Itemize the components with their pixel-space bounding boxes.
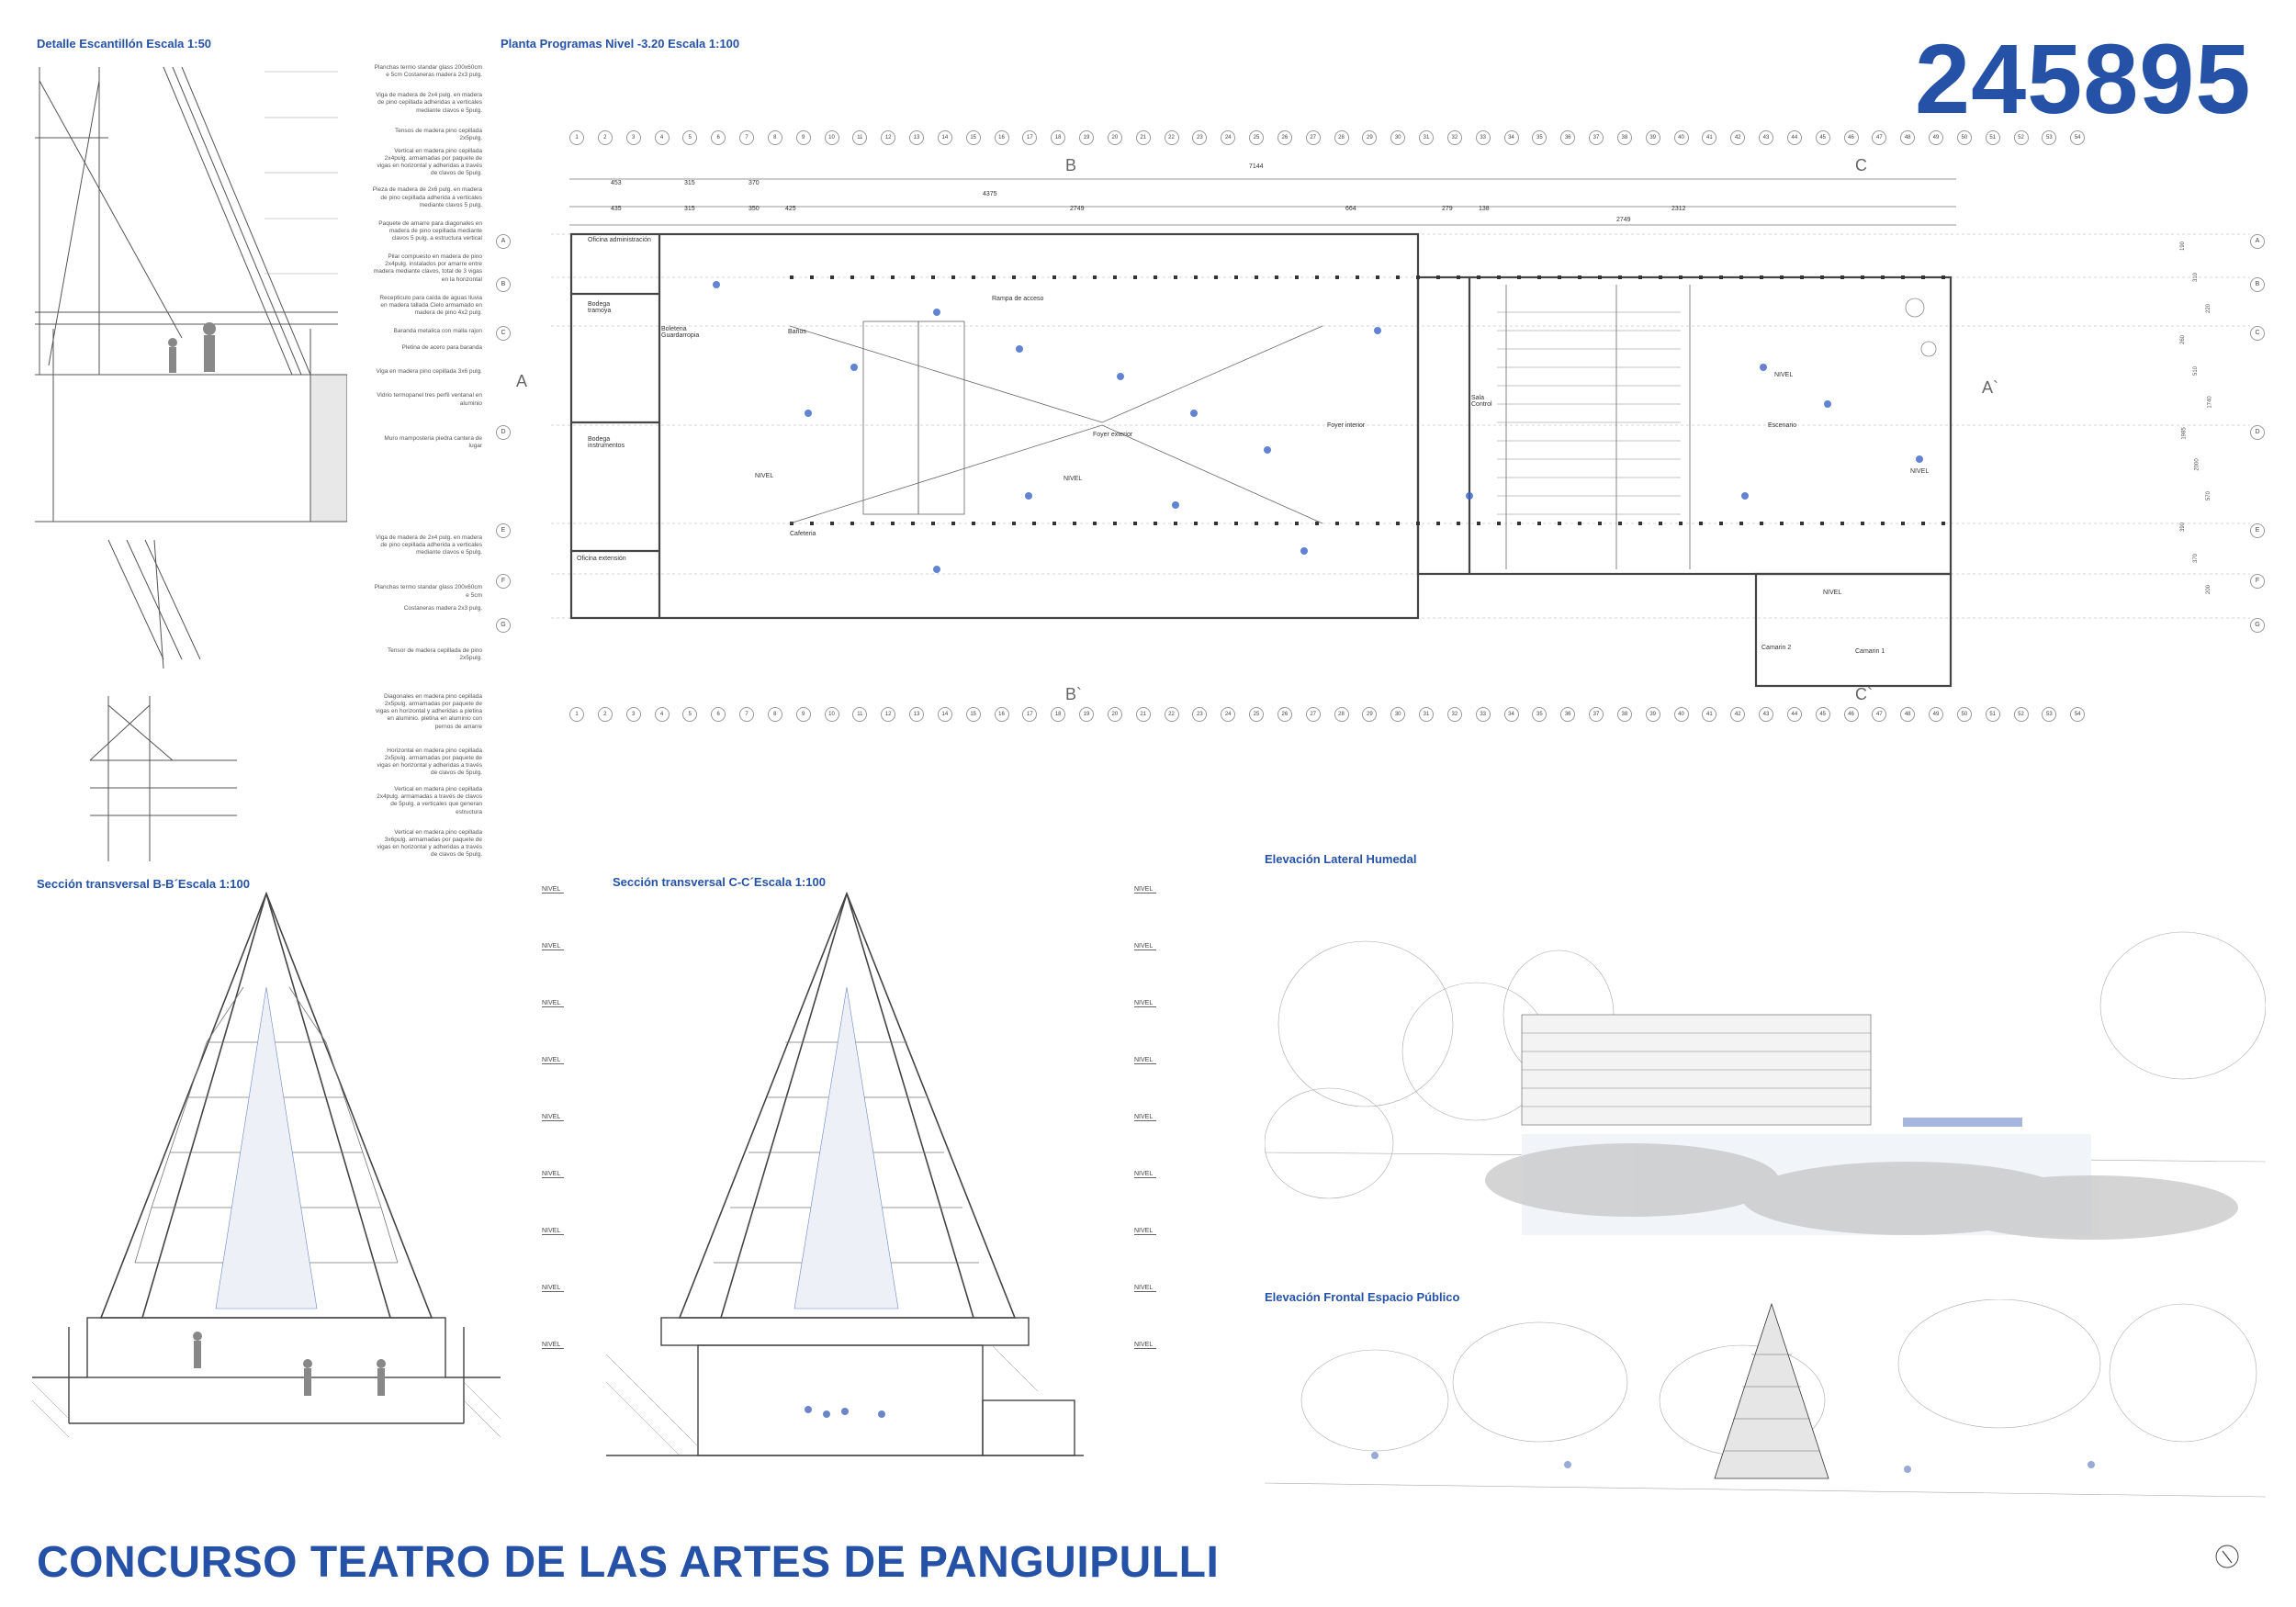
room-bodega-tramoya: Bodega tramoya: [588, 301, 612, 314]
grid-number: 51: [1986, 707, 2000, 722]
grid-number: 33: [1476, 130, 1491, 145]
level-label: NIVEL: [542, 1114, 564, 1121]
room-oficina-extension: Oficina extensión: [577, 556, 626, 562]
plan-title: Planta Programas Nivel -3.20 Escala 1:100: [501, 37, 740, 51]
grid-letters-left: [496, 225, 514, 629]
detail-note: Viga en madera pino cepillada 3x6 pulg.: [376, 368, 482, 376]
room-oficina-admin: Oficina administración: [588, 237, 651, 243]
grid-number: 6: [711, 130, 726, 145]
grid-number: 23: [1192, 707, 1207, 722]
grid-number: 2: [598, 707, 613, 722]
level-label: NIVEL: [542, 1342, 564, 1349]
dim: 2749: [1070, 206, 1085, 212]
grid-number: 39: [1646, 130, 1660, 145]
grid-number: 21: [1136, 130, 1151, 145]
grid-letter: A: [2250, 234, 2265, 249]
dim: 315: [684, 180, 695, 186]
section-cc-levels: [1134, 886, 1162, 1373]
grid-number: 16: [995, 130, 1009, 145]
grid-letter: D: [2250, 425, 2265, 440]
grid-number: 53: [2042, 130, 2056, 145]
section-bb-levels: [542, 886, 569, 1373]
level-label: NIVEL: [542, 1057, 564, 1064]
level-label: NIVEL: [1134, 1114, 1156, 1121]
grid-number: 48: [1900, 130, 1915, 145]
grid-number: 6: [711, 707, 726, 722]
side-dimension: 570: [2206, 490, 2212, 501]
grid-number: 12: [881, 130, 895, 145]
grid-number: 53: [2042, 707, 2056, 722]
grid-number: 52: [2014, 707, 2029, 722]
detail-note: Paquete de amarre para diagonales en madera de pino cepillada mediante clavos 5 pulg. a estructura vertical: [378, 219, 482, 242]
grid-letter: G: [496, 618, 511, 633]
grid-number: 9: [796, 130, 811, 145]
grid-number: 7: [739, 130, 754, 145]
grid-number: 27: [1306, 707, 1321, 722]
grid-number: 30: [1390, 707, 1405, 722]
section-marker-c-prime: C`: [1855, 685, 1873, 703]
grid-number: 7: [739, 707, 754, 722]
side-dimension: 1740: [2207, 396, 2213, 409]
grid-number: 50: [1957, 707, 1972, 722]
room-cafeteria: Cafeteria: [790, 531, 816, 537]
grid-letter: G: [2250, 618, 2265, 633]
detail-note: Planchas termo standar glass 200x60cm e 5cm Costaneras madera 2x3 pulg.: [374, 64, 482, 79]
section-cc-drawing: [606, 886, 1139, 1538]
side-dimension: 220: [2206, 303, 2212, 314]
detail-note: Pletina de acero para baranda: [401, 344, 482, 352]
grid-letter: D: [496, 425, 511, 440]
grid-number: 44: [1787, 130, 1802, 145]
grid-number: 37: [1589, 707, 1604, 722]
level-label: NIVEL: [1134, 1228, 1156, 1235]
grid-number: 43: [1759, 130, 1773, 145]
grid-number: 14: [938, 707, 952, 722]
grid-number: 25: [1249, 130, 1264, 145]
grid-number: 5: [682, 130, 697, 145]
elevation-lateral-title: Elevación Lateral Humedal: [1265, 852, 1417, 866]
side-dimension: 200: [2206, 584, 2212, 595]
grid-number: 1: [569, 130, 584, 145]
grid-number: 24: [1221, 707, 1235, 722]
grid-number: 13: [909, 130, 924, 145]
grid-number: 46: [1844, 707, 1859, 722]
dim: 435: [611, 206, 622, 212]
dim-total: 7144: [1249, 163, 1264, 170]
level-marker: NIVEL: [755, 473, 774, 479]
grid-number: 43: [1759, 707, 1773, 722]
detail-note: Pieza de madera de 2x6 pulg. en madera de pino cepillada adherida a verticales mediante clavos 5 pulg.: [372, 186, 482, 208]
grid-letter: E: [2250, 523, 2265, 538]
grid-number: 50: [1957, 130, 1972, 145]
grid-number: 44: [1787, 707, 1802, 722]
grid-letter: B: [2250, 277, 2265, 292]
room-bodega-instrumentos: Bodega instrumentos: [588, 436, 625, 449]
detail-note: Costaneras madera 2x3 pulg.: [403, 604, 482, 612]
grid-number: 32: [1447, 130, 1462, 145]
grid-number: 33: [1476, 707, 1491, 722]
elevation-frontal-title: Elevación Frontal Espacio Público: [1265, 1290, 1460, 1304]
room-banos: Baños: [788, 329, 806, 335]
detail-note: Baranda metalica con malla rajon: [393, 328, 482, 334]
grid-number: 45: [1816, 707, 1830, 722]
grid-number: 15: [966, 707, 981, 722]
detail-note: Tensor de madera cepillada de pino 2x5pulg.: [388, 646, 482, 661]
detail-note: Recepticulo para caída de aguas lluvia en madera tallada Cielo armamado en madera de pino 4x2 pulg.: [379, 294, 482, 316]
grid-number: 3: [626, 130, 641, 145]
grid-letter: C: [2250, 326, 2265, 341]
grid-number: 34: [1504, 130, 1519, 145]
level-label: NIVEL: [1134, 886, 1156, 893]
section-marker-c: C: [1855, 156, 1867, 174]
grid-number: 18: [1051, 707, 1065, 722]
grid-number: 39: [1646, 707, 1660, 722]
side-dimension: 260: [2180, 334, 2187, 345]
main-title: CONCURSO TEATRO DE LAS ARTES DE PANGUIPULLI: [37, 1538, 1220, 1587]
grid-number: 3: [626, 707, 641, 722]
side-dimension: 510: [2193, 365, 2200, 376]
detail-note: Vertical en madera pino cepillada 2x4pulg. armamadas a través de clavos de 5pulg. a verticales que generan estructura: [377, 786, 482, 815]
level-label: NIVEL: [1134, 1000, 1156, 1007]
grid-number: 38: [1617, 130, 1632, 145]
grid-number: 22: [1165, 130, 1179, 145]
grid-number: 17: [1022, 130, 1037, 145]
level-label: NIVEL: [542, 1000, 564, 1007]
room-camarin-1: Camarin 1: [1855, 648, 1885, 655]
grid-number: 26: [1277, 707, 1292, 722]
detail-note: Pilar compuesto en madera de pino 2x4pulg. instalados por amarre entre madera mediante clavos, total de 3 vigas en la horizontal: [373, 253, 482, 283]
grid-number: 34: [1504, 707, 1519, 722]
grid-number: 38: [1617, 707, 1632, 722]
grid-number: 8: [768, 130, 782, 145]
grid-letter: E: [496, 523, 511, 538]
level-label: NIVEL: [1134, 1342, 1156, 1349]
grid-number: 35: [1532, 130, 1547, 145]
detail-note: Diagonales en madera pino cepillada 2x5pulg. armamadas por paquete de vigas en horizontal y adheridas a pletina en aluminio. pletina en aluminio con pernos de amarre: [376, 693, 482, 730]
grid-number: 54: [2070, 130, 2085, 145]
side-dimension: 190: [2180, 241, 2187, 252]
grid-number: 29: [1362, 707, 1377, 722]
detail-note: Vidrio termopanel tres perfil ventanal en aluminio: [377, 392, 482, 407]
grid-number: 11: [852, 707, 867, 722]
grid-number: 16: [995, 707, 1009, 722]
detail-note: Horizontal en madera pino cepillada 2x5pulg. armamadas por paquete de vigas en horizontal y adheridas a través de clavos de 5pulg.: [377, 747, 482, 776]
detail-note: Muro mamposteria piedra cantera de lugar: [384, 434, 482, 449]
grid-letter: F: [496, 574, 511, 589]
grid-number: 49: [1929, 130, 1943, 145]
grid-number: 35: [1532, 707, 1547, 722]
grid-number: 11: [852, 130, 867, 145]
grid-number: 46: [1844, 130, 1859, 145]
grid-number: 42: [1730, 130, 1745, 145]
grid-number: 26: [1277, 130, 1292, 145]
grid-number: 31: [1419, 130, 1434, 145]
grid-number: 27: [1306, 130, 1321, 145]
elevation-lateral-drawing: [1265, 868, 2266, 1253]
dim: 2312: [1671, 206, 1686, 212]
level-label: NIVEL: [542, 943, 564, 950]
detail-notes-upper: [372, 64, 482, 450]
grid-number: 17: [1022, 707, 1037, 722]
level-marker: NIVEL: [1910, 468, 1930, 475]
dim: 315: [684, 206, 695, 212]
level-label: NIVEL: [542, 886, 564, 893]
grid-number: 32: [1447, 707, 1462, 722]
grid-number: 31: [1419, 707, 1434, 722]
grid-letter: A: [496, 234, 511, 249]
detail-note: Tensos de madera pino cepillada 2x5pulg.: [394, 127, 482, 141]
grid-axis-top: [569, 130, 2099, 147]
grid-number: 54: [2070, 707, 2085, 722]
grid-number: 45: [1816, 130, 1830, 145]
grid-number: 48: [1900, 707, 1915, 722]
level-marker: NIVEL: [1064, 476, 1083, 482]
dim: 4375: [983, 191, 997, 197]
level-label: NIVEL: [1134, 1285, 1156, 1292]
room-escenario: Escenario: [1768, 422, 1797, 429]
grid-number: 12: [881, 707, 895, 722]
grid-number: 21: [1136, 707, 1151, 722]
dim: 664: [1345, 206, 1356, 212]
grid-number: 52: [2014, 130, 2029, 145]
dim: 425: [785, 206, 796, 212]
room-sala-control: Sala Control: [1471, 395, 1492, 408]
room-camarin-2: Camarin 2: [1761, 645, 1792, 651]
grid-number: 10: [825, 130, 839, 145]
grid-number: 49: [1929, 707, 1943, 722]
section-bb-drawing: [32, 886, 565, 1538]
side-dimension: 370: [2193, 553, 2200, 564]
grid-number: 9: [796, 707, 811, 722]
grid-number: 15: [966, 130, 981, 145]
dim: 138: [1479, 206, 1490, 212]
level-marker: NIVEL: [1774, 372, 1794, 378]
section-marker-b-prime: B`: [1065, 685, 1082, 703]
level-label: NIVEL: [542, 1285, 564, 1292]
grid-number: 37: [1589, 130, 1604, 145]
detail-note: Planchas termo standar glass 200x60cm e 5cm: [374, 584, 482, 599]
grid-number: 30: [1390, 130, 1405, 145]
grid-number: 28: [1334, 130, 1349, 145]
room-boleteria: Boleteria Guardarropia: [661, 326, 700, 339]
level-label: NIVEL: [542, 1228, 564, 1235]
floor-plan: [551, 220, 2296, 698]
room-foyer-interior: Foyer interior: [1327, 422, 1366, 429]
grid-number: 18: [1051, 130, 1065, 145]
grid-number: 22: [1165, 707, 1179, 722]
grid-axis-bottom: [569, 707, 2099, 724]
sheet-number: 245895: [1915, 23, 2252, 134]
grid-number: 47: [1872, 130, 1886, 145]
section-cc-title: Sección transversal C-C´Escala 1:100: [613, 875, 826, 889]
grid-number: 28: [1334, 707, 1349, 722]
grid-number: 19: [1079, 130, 1094, 145]
grid-number: 13: [909, 707, 924, 722]
grid-number: 40: [1674, 130, 1689, 145]
grid-number: 20: [1108, 130, 1122, 145]
grid-number: 14: [938, 130, 952, 145]
grid-letter: B: [496, 277, 511, 292]
detail-title: Detalle Escantillón Escala 1:50: [37, 37, 212, 51]
grid-number: 51: [1986, 130, 2000, 145]
dim: 453: [611, 180, 622, 186]
grid-number: 47: [1872, 707, 1886, 722]
section-marker-a: A: [516, 372, 528, 390]
grid-number: 10: [825, 707, 839, 722]
grid-number: 41: [1702, 130, 1716, 145]
north-arrow-icon: [2213, 1543, 2241, 1570]
dim: 350: [748, 206, 760, 212]
grid-number: 19: [1079, 707, 1094, 722]
grid-number: 36: [1560, 707, 1575, 722]
grid-number: 8: [768, 707, 782, 722]
detail-notes-lower: [372, 534, 482, 859]
grid-number: 24: [1221, 130, 1235, 145]
grid-number: 40: [1674, 707, 1689, 722]
level-label: NIVEL: [542, 1171, 564, 1178]
side-dimension: 310: [2193, 272, 2200, 283]
dim: 279: [1442, 206, 1453, 212]
grid-number: 2: [598, 130, 613, 145]
level-label: NIVEL: [1134, 1057, 1156, 1064]
dim: 370: [748, 180, 760, 186]
dim: 2749: [1616, 217, 1631, 223]
grid-letter: C: [496, 326, 511, 341]
level-marker: NIVEL: [1823, 590, 1842, 596]
grid-number: 42: [1730, 707, 1745, 722]
detail-note: Viga de madera de 2x4 pulg. en madera de pino cepillada adherida a verticales mediante clavos e 5pulg.: [376, 534, 482, 556]
grid-letter: F: [2250, 574, 2265, 589]
side-dimension: 1985: [2181, 427, 2188, 440]
grid-number: 1: [569, 707, 584, 722]
side-dimension: 390: [2180, 522, 2187, 533]
side-dimension: 2000: [2194, 458, 2200, 471]
detail-note: Viga de madera de 2x4 pulg. en madera de pino cepillada adheridas a verticales mediante clavos e 5pulg.: [376, 92, 482, 114]
elevation-frontal-drawing: [1265, 1299, 2266, 1575]
section-bb-title: Sección transversal B-B´Escala 1:100: [37, 877, 250, 891]
grid-number: 23: [1192, 130, 1207, 145]
room-rampa: Rampa de acceso: [992, 296, 1044, 302]
grid-number: 25: [1249, 707, 1264, 722]
room-foyer-exterior: Foyer exterior: [1093, 432, 1133, 438]
side-dimensions: [2178, 243, 2224, 620]
section-marker-a-prime: A`: [1982, 378, 1998, 397]
grid-number: 4: [655, 707, 670, 722]
detail-note: Vertical en madera pino cepillada 2x4pulg. armamadas por paquete de vigas en horizontal y adheridas a través de clavos de 5pulg.: [377, 147, 482, 177]
detail-drawing: [35, 62, 347, 871]
grid-number: 20: [1108, 707, 1122, 722]
grid-number: 41: [1702, 707, 1716, 722]
grid-number: 29: [1362, 130, 1377, 145]
section-marker-b: B: [1065, 156, 1077, 174]
grid-number: 5: [682, 707, 697, 722]
level-label: NIVEL: [1134, 943, 1156, 950]
grid-number: 4: [655, 130, 670, 145]
grid-number: 36: [1560, 130, 1575, 145]
level-label: NIVEL: [1134, 1171, 1156, 1178]
detail-note: Vertical en madera pino cepillada 3x6pulg. armamadas por paquete de vigas en horizontal y adheridas a través de clavos de 5pulg.: [377, 828, 482, 858]
